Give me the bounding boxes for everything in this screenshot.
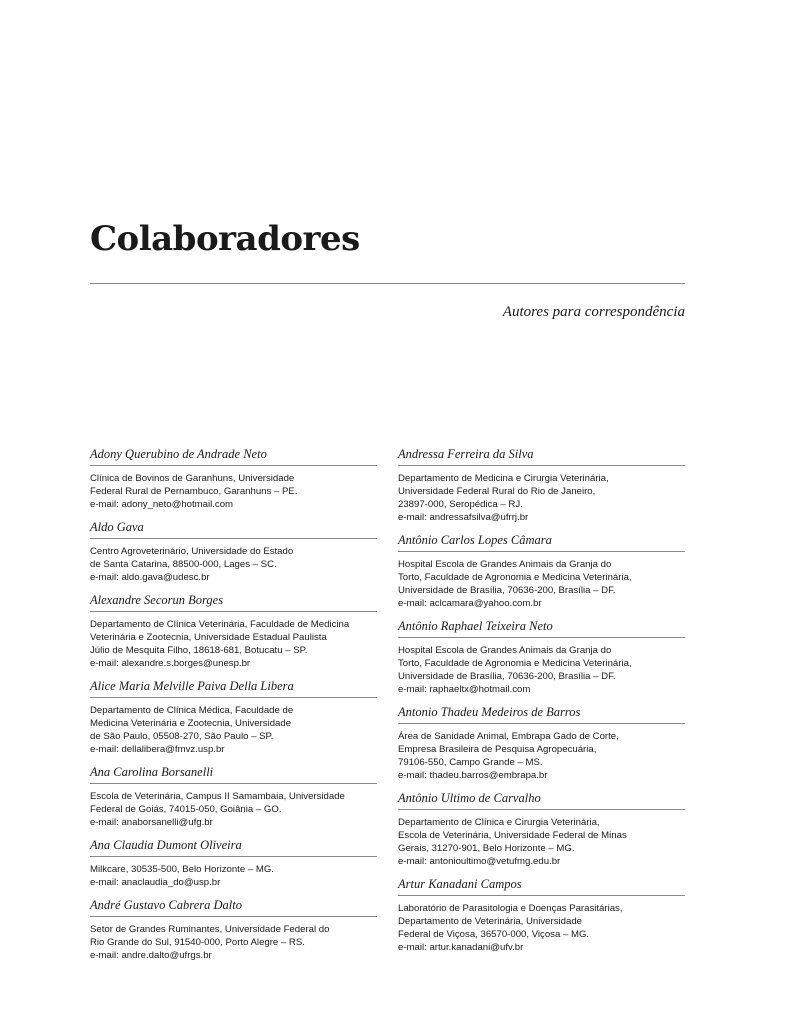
affiliation-line: Empresa Brasileira de Pesquisa Agropecuária, — [398, 744, 597, 755]
contributor-email: e-mail: andre.dalto@ufrgs.br — [90, 950, 212, 961]
contributor-entry — [90, 519, 377, 584]
contributor-affiliation — [398, 472, 685, 524]
contributor-email: e-mail: anaborsanelli@ufg.br — [90, 817, 213, 828]
contributor-affiliation — [90, 545, 377, 584]
contributor-name: Antônio Carlos Lopes Câmara — [398, 532, 685, 552]
contributor-affiliation — [398, 730, 685, 782]
contributor-email: e-mail: adony_neto@hotmail.com — [90, 499, 234, 510]
contributor-affiliation — [90, 923, 377, 962]
contributor-entry — [90, 764, 377, 829]
contributor-name: Ana Carolina Borsanelli — [90, 764, 377, 784]
contributor-email: e-mail: alexandre.s.borges@unesp.br — [90, 658, 251, 669]
affiliation-line: Federal Rural de Pernambuco, Garanhuns – PE. — [90, 486, 298, 497]
affiliation-line: Federal de Goiás, 74015-050, Goiânia – GO. — [90, 804, 282, 815]
affiliation-line: Departamento de Medicina e Cirurgia Veterinária, — [398, 473, 609, 484]
affiliation-line: Escola de Veterinária, Campus II Samambaia, Universidade — [90, 791, 345, 802]
contributor-affiliation — [90, 618, 377, 670]
contributor-affiliation — [90, 704, 377, 756]
affiliation-line: Hospital Escola de Grandes Animais da Granja do — [398, 559, 612, 570]
contributor-email: e-mail: anaclaudia_do@usp.br — [90, 877, 221, 888]
contributor-entry — [90, 678, 377, 756]
contributor-affiliation — [90, 472, 377, 511]
contributor-entry — [90, 897, 377, 962]
page-title: Colaboradores — [90, 219, 360, 259]
affiliation-line: Universidade Federal Rural do Rio de Janeiro, — [398, 486, 596, 497]
affiliation-line: 79106-550, Campo Grande – MS. — [398, 757, 543, 768]
contributor-entry — [90, 446, 377, 511]
contributor-email: e-mail: antonioultimo@vetufmg.edu.br — [398, 856, 561, 867]
affiliation-line: Departamento de Clínica Médica, Faculdade de — [90, 705, 294, 716]
affiliation-line: Universidade de Brasília, 70636-200, Brasília – DF. — [398, 585, 616, 596]
contributor-affiliation — [90, 790, 377, 829]
contributor-name: Alexandre Secorun Borges — [90, 592, 377, 612]
affiliation-line: Universidade de Brasília, 70636-200, Brasília – DF. — [398, 671, 616, 682]
contributor-email: e-mail: thadeu.barros@embrapa.br — [398, 770, 548, 781]
contributor-name: Artur Kanadani Campos — [398, 876, 685, 896]
contributors-right-column — [398, 446, 685, 954]
affiliation-line: de São Paulo, 05508-270, São Paulo – SP. — [90, 731, 274, 742]
contributor-entry — [398, 704, 685, 782]
contributor-email: e-mail: aclcamara@yahoo.com.br — [398, 598, 542, 609]
affiliation-line: Laboratório de Parasitologia e Doenças Parasitárias, — [398, 903, 623, 914]
contributor-name: Antônio Raphael Teixeira Neto — [398, 618, 685, 638]
affiliation-line: Veterinária e Zootecnia, Universidade Estadual Paulista — [90, 632, 327, 643]
affiliation-line: Setor de Grandes Ruminantes, Universidade Federal do — [90, 924, 330, 935]
contributor-affiliation — [398, 644, 685, 696]
contributor-entry — [398, 876, 685, 954]
contributors-left-column — [90, 446, 377, 962]
affiliation-line: Rio Grande do Sul, 91540-000, Porto Alegre – RS. — [90, 937, 305, 948]
contributor-name: André Gustavo Cabrera Dalto — [90, 897, 377, 917]
affiliation-line: Medicina Veterinária e Zootecnia, Universidade — [90, 718, 292, 729]
contributor-name: Aldo Gava — [90, 519, 377, 539]
contributor-entry — [398, 618, 685, 696]
contributor-name: Ana Claudia Dumont Oliveira — [90, 837, 377, 857]
contributor-email: e-mail: artur.kanadani@ufv.br — [398, 942, 524, 953]
contributor-email: e-mail: aldo.gava@udesc.br — [90, 572, 210, 583]
affiliation-line: 23897-000, Seropédica – RJ. — [398, 499, 523, 510]
contributor-entry — [398, 790, 685, 868]
contributor-name: Alice Maria Melville Paiva Della Libera — [90, 678, 377, 698]
contributor-entry — [398, 446, 685, 524]
contributor-entry — [398, 532, 685, 610]
affiliation-line: Centro Agroveterinário, Universidade do Estado — [90, 546, 294, 557]
contributor-entry — [90, 592, 377, 670]
contributor-name: Andressa Ferreira da Silva — [398, 446, 685, 466]
affiliation-line: Milkcare, 30535-500, Belo Horizonte – MG. — [90, 864, 274, 875]
title-divider — [90, 283, 685, 284]
affiliation-line: Hospital Escola de Grandes Animais da Granja do — [398, 645, 612, 656]
page-subtitle: Autores para correspondência — [502, 304, 685, 320]
affiliation-line: Federal de Viçosa, 36570-000, Viçosa – MG. — [398, 929, 590, 940]
contributor-entry — [90, 837, 377, 889]
contributor-email: e-mail: raphaeltx@hotmail.com — [398, 684, 531, 695]
contributor-affiliation — [398, 902, 685, 954]
contributor-affiliation — [90, 863, 377, 889]
contributor-name: Antonio Thadeu Medeiros de Barros — [398, 704, 685, 724]
contributor-name: Adony Querubino de Andrade Neto — [90, 446, 377, 466]
affiliation-line: Departamento de Clínica e Cirurgia Veterinária, — [398, 817, 600, 828]
affiliation-line: Torto, Faculdade de Agronomia e Medicina Veterinária, — [398, 658, 632, 669]
affiliation-line: Área de Sanidade Animal, Embrapa Gado de Corte, — [398, 731, 619, 742]
affiliation-line: Departamento de Veterinária, Universidade — [398, 916, 582, 927]
affiliation-line: Departamento de Clínica Veterinária, Faculdade de Medicina — [90, 619, 350, 630]
affiliation-line: Clínica de Bovinos de Garanhuns, Universidade — [90, 473, 295, 484]
affiliation-line: Júlio de Mesquita Filho, 18618-681, Botucatu – SP. — [90, 645, 308, 656]
contributor-email: e-mail: andressafsilva@ufrrj.br — [398, 512, 529, 523]
contributor-affiliation — [398, 816, 685, 868]
contributor-name: Antônio Ultimo de Carvalho — [398, 790, 685, 810]
contributor-affiliation — [398, 558, 685, 610]
affiliation-line: Torto, Faculdade de Agronomia e Medicina Veterinária, — [398, 572, 632, 583]
affiliation-line: de Santa Catarina, 88500-000, Lages – SC. — [90, 559, 277, 570]
contributor-email: e-mail: dellalibera@fmvz.usp.br — [90, 744, 225, 755]
affiliation-line: Escola de Veterinária, Universidade Federal de Minas — [398, 830, 627, 841]
affiliation-line: Gerais, 31270-901, Belo Horizonte – MG. — [398, 843, 575, 854]
